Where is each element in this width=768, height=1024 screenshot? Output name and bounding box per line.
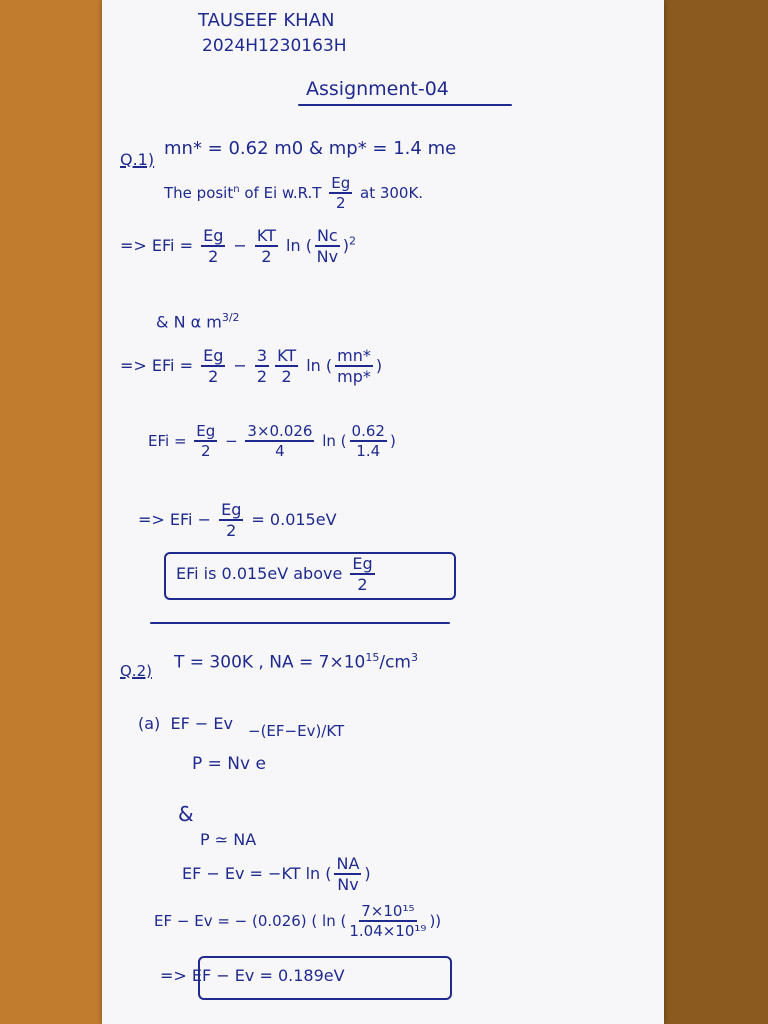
q2-given: T = 300K , NA = $7\times 10^{15}/cm^3$ — [174, 651, 418, 673]
notebook-page — [102, 0, 664, 1024]
background-right — [664, 0, 768, 1024]
q1-end-rule — [150, 622, 450, 624]
q1-line1: => EFi = $\frac{Eg}{2}$ − $\frac{KT}{2}$ ln ( $\frac{Nc}{Nv}$ )$^2$ — [120, 226, 356, 266]
q2-line5: EF − Ev = −KT ln ( $\frac{NA}{Nv}$ ) — [182, 854, 371, 894]
q1-answer: EFi is 0.015eV above $\frac{Eg}{2}$ — [176, 554, 373, 594]
student-id: 2024H1230163H — [202, 36, 347, 56]
q1-line2: => EFi = $\frac{Eg}{2}$ − $\frac{3}{2}$ $\frac{KT}{2}$ ln ( $\frac{mn*}{mp*}$ ) — [120, 346, 383, 386]
q2-answer: => EF − Ev = 0.189eV — [160, 966, 345, 985]
q2-exponent: −(EF−Ev)/KT — [248, 722, 345, 740]
q1-line3: EFi = $\frac{Eg}{2}$ − $\frac{3\times 0.026}{4}$ ln ( $\frac{0.62}{1.4}$ ) — [148, 422, 396, 460]
q1-given: mn* = 0.62 m0 & mp* = 1.4 me — [164, 138, 457, 159]
background-left — [0, 0, 102, 1024]
q1-prompt: The posit$^n$ of Ei w.R.T $\frac{Eg}{2}$ at 300K. — [164, 174, 424, 212]
q1-proportional: & N α $m^{3/2}$ — [156, 311, 240, 332]
assignment-title: Assignment-04 — [306, 78, 449, 100]
q2-approx: P ≃ NA — [200, 830, 257, 849]
q1-line4: => EFi − $\frac{Eg}{2}$ = 0.015eV — [138, 500, 337, 540]
q2-label: Q.2) — [120, 662, 152, 680]
q2-p-equation: P = Nv e — [192, 754, 266, 774]
student-name: TAUSEEF KHAN — [198, 10, 335, 31]
q2-and: & — [178, 802, 194, 826]
q2-part-a: (a) EF − Ev — [138, 714, 233, 733]
title-underline — [298, 104, 512, 106]
q1-label: Q.1) — [120, 150, 155, 169]
q2-line6: EF − Ev = − (0.026) ( ln ( $\frac{\text{7×10¹⁵}}{\text{1.04×10¹⁹}}$ )) — [154, 902, 442, 940]
